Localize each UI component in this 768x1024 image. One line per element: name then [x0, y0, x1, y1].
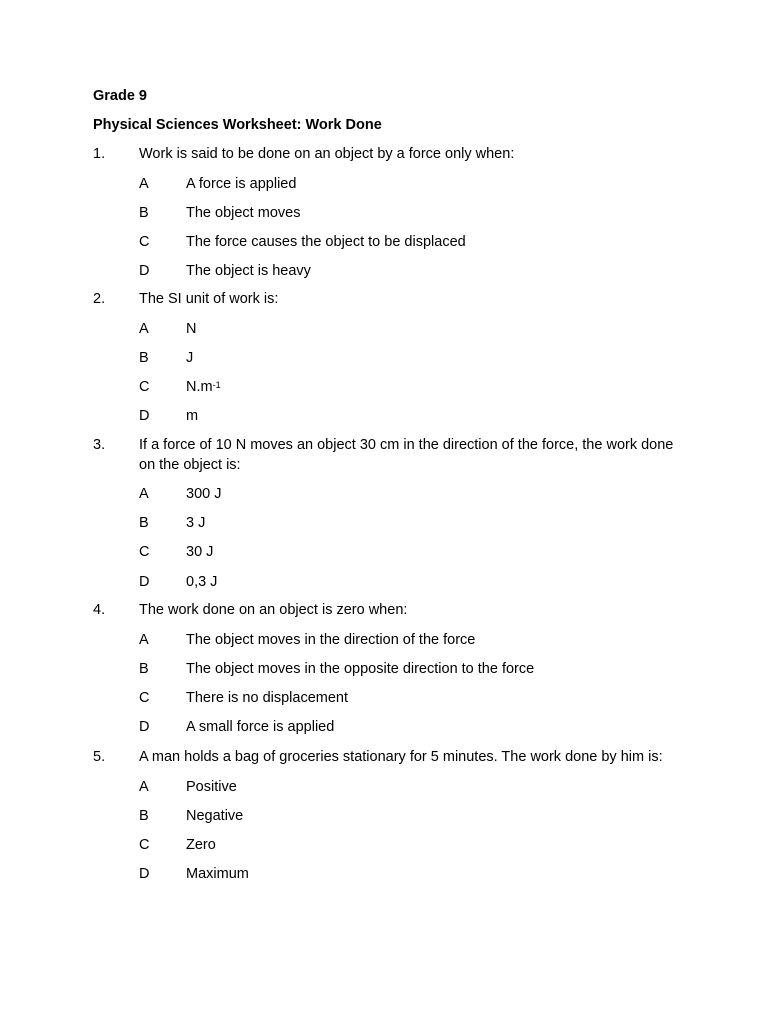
option-text: N	[186, 320, 197, 337]
option-text: m	[186, 408, 199, 425]
option-b	[139, 204, 693, 233]
option-a	[139, 320, 693, 349]
option-text: A force is applied	[186, 175, 297, 192]
option-b	[139, 349, 693, 378]
question-number: 5.	[93, 749, 106, 765]
question-number: 4.	[93, 602, 106, 618]
option-letter: B	[139, 807, 149, 824]
option-d	[139, 262, 693, 291]
option-text: The object moves in the direction of the force	[186, 631, 476, 648]
grade-heading: Grade 9	[93, 88, 147, 104]
option-letter: A	[139, 320, 149, 337]
option-d	[139, 573, 693, 602]
question-text: The SI unit of work is:	[139, 291, 279, 307]
worksheet-title: Physical Sciences Worksheet: Work Done	[93, 117, 382, 133]
option-letter: D	[139, 263, 150, 280]
option-superscript: -1	[212, 379, 221, 390]
option-list	[139, 320, 693, 437]
option-d	[139, 718, 693, 747]
option-text: The object moves in the opposite direction to the force	[186, 660, 535, 677]
option-a	[139, 485, 693, 514]
option-letter: D	[139, 408, 150, 425]
option-letter: D	[139, 573, 150, 590]
option-letter: C	[139, 378, 150, 395]
option-c	[139, 233, 693, 262]
option-text: N.m	[186, 378, 213, 395]
question-1	[93, 145, 693, 291]
option-b	[139, 807, 693, 836]
option-c	[139, 836, 693, 865]
option-list	[139, 175, 693, 292]
option-text: The force causes the object to be displaced	[186, 233, 466, 250]
question-2	[93, 290, 693, 436]
option-text: J	[186, 349, 194, 366]
question-text: If a force of 10 N moves an object 30 cm in the direction of the force, the work done on the object is:	[139, 437, 674, 473]
option-list	[139, 485, 693, 602]
option-letter: B	[139, 660, 149, 677]
option-a	[139, 175, 693, 204]
option-b	[139, 660, 693, 689]
option-c	[139, 543, 693, 572]
option-letter: A	[139, 175, 149, 192]
question-5	[93, 748, 693, 894]
question-text: A man holds a bag of groceries stationary for 5 minutes. The work done by him is:	[139, 749, 663, 765]
option-text-with-superscript	[186, 378, 221, 397]
option-text: There is no displacement	[186, 689, 348, 706]
option-letter: A	[139, 778, 149, 795]
question-4	[93, 601, 693, 747]
option-a	[139, 778, 693, 807]
question-number: 3.	[93, 437, 106, 453]
option-text: The object is heavy	[186, 263, 311, 280]
option-text: 3 J	[186, 515, 206, 532]
option-letter: B	[139, 349, 149, 366]
option-text: The object moves	[186, 204, 301, 221]
option-b	[139, 514, 693, 543]
option-text: 0,3 J	[186, 573, 218, 590]
option-letter: A	[139, 631, 149, 648]
option-c	[139, 689, 693, 718]
option-text: 30 J	[186, 544, 214, 561]
option-text: Negative	[186, 807, 244, 824]
option-letter: B	[139, 204, 149, 221]
question-number: 1.	[93, 146, 106, 162]
option-list	[139, 778, 693, 895]
option-letter: C	[139, 544, 150, 561]
option-letter: A	[139, 486, 149, 502]
question-3	[93, 436, 693, 602]
option-text: Maximum	[186, 866, 249, 883]
option-letter: D	[139, 719, 150, 736]
option-list	[139, 631, 693, 748]
option-letter: C	[139, 689, 150, 706]
option-text: 300 J	[186, 486, 222, 502]
option-text: Positive	[186, 778, 237, 795]
option-c	[139, 378, 693, 407]
option-letter: B	[139, 515, 149, 532]
option-text: A small force is applied	[186, 719, 335, 736]
option-letter: D	[139, 866, 150, 883]
option-d	[139, 865, 693, 894]
question-text: Work is said to be done on an object by a force only when:	[139, 146, 515, 162]
option-text: Zero	[186, 836, 216, 853]
question-text: The work done on an object is zero when:	[139, 602, 408, 618]
option-d	[139, 407, 693, 436]
option-a	[139, 631, 693, 660]
option-letter: C	[139, 836, 150, 853]
question-number: 2.	[93, 291, 106, 307]
option-letter: C	[139, 233, 150, 250]
